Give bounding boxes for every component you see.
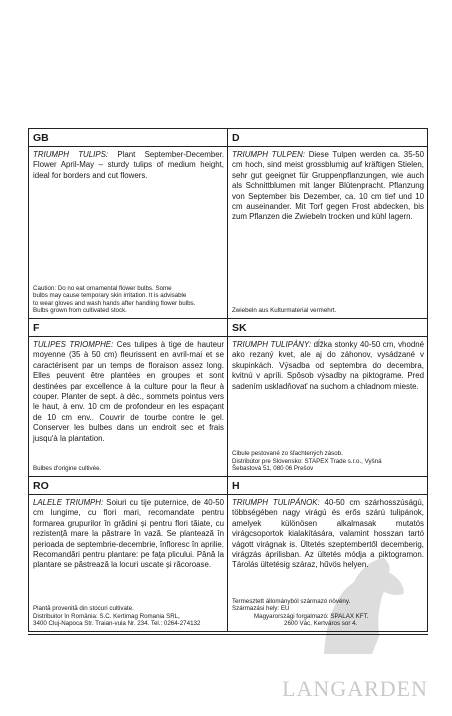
text-h: 40-50 cm szárhosszúságú, többségében nagy virágú és erős szárú tulipánok, amelyek különösen alkalmasak mutatós virágcsoportok kialakítására, valamint hosszan tartó vágott virágnak is. Ültetés szeptembertől decemberig, virágzás áprilisban. Az ültetés módja a piktogramon. Tárolás ültetésig száraz, hűvös helyen.: [232, 498, 424, 570]
section-code-h: H: [228, 480, 427, 495]
text-sk: dĺžka stonky 40-50 cm, vhodné ako rezaný kvet, ale aj do záhonov, vysádzané v skupinkách. Výsadba od septembra do decembra, kvitnú v apríli. Spôsob výsadby na piktograme. Pred sadením uskladňovať na suchom a chladnom mieste.: [232, 340, 425, 391]
lead-ro: LALELE TRIUMPH:: [33, 498, 104, 507]
note-line: Bulbes d'origine cultivée.: [33, 465, 102, 473]
notes-ro: [33, 605, 223, 628]
lead-sk: TRIUMPH TULIPÁNY:: [232, 340, 312, 349]
section-code-ro: RO: [29, 480, 227, 495]
note-line: Distribuitor în România: S.C. Kertimag Romania SRL,: [33, 612, 180, 620]
note-line: Bulbs grown from cultivated stock.: [33, 307, 127, 315]
lead-h: TRIUMPH TULIPÁNOK:: [232, 498, 320, 507]
note-line: to wear gloves and wash hands after handling flower bulbs.: [33, 299, 196, 307]
langarden-logo: LANGARDEN: [282, 676, 428, 701]
section-code-gb: GB: [29, 132, 227, 147]
section-code-d: D: [228, 132, 427, 147]
note-line: 3400 Cluj-Napoca Str. Traian-vuia Nr. 234. Tel.: 0264-274132: [33, 620, 201, 628]
section-code-f: F: [29, 322, 227, 337]
section-ro: [29, 477, 228, 631]
section-body-sk: [232, 340, 424, 392]
lead-d: TRIUMPH TULPEN:: [232, 150, 305, 159]
notes-sk: [232, 450, 423, 473]
note-line: Zwiebeln aus Kulturmaterial vermehrt.: [232, 307, 337, 315]
section-d: [228, 129, 427, 319]
horse-watermark-icon: [300, 546, 420, 666]
section-gb: [29, 129, 228, 319]
lead-gb: TRIUMPH TULIPS:: [33, 150, 109, 159]
section-body-d: [232, 150, 424, 223]
note-line: bulbs may cause temporary skin irritation. It is advisable: [33, 292, 187, 300]
text-f: Ces tulipes à tige de hauteur moyenne (35 à 50 cm) fleurissent en avril-mai et se caractérisent par un temps de floraison assez long. Elles peuvent être plantées en groupes et sont destinées par excellence à la culture pour la fleur à couper. Planter de sept. à déc., sommets pointus vers le haut, à env. 10 cm de profondeur en les espaçant de 10 cm env.. Couvrir de tourbe contre le gel. Conserver les bulbes dans un endroit sec et frais jusqu'à la plantation.: [33, 340, 224, 443]
lead-f: TULIPES TRIOMPHE:: [33, 340, 114, 349]
section-body-ro: [33, 498, 224, 571]
note-line: Származási hely: EU: [232, 605, 290, 613]
section-body-f: [33, 340, 224, 444]
section-code-sk: SK: [228, 322, 427, 337]
text-d: Diese Tulpen werden ca. 35-50 cm hoch, sind meist grossblumig auf kräftigen Stielen, sehr gut geeignet für Gruppenpflanzungen, wie auch als Schnittblumen mit langer Blütenpracht. Pflanzung von September bis Dezember, ca. 10 cm tief und 10 cm auseinander. Mit Torf gegen Frost abdecken, bis zum Pflanzen die Zwiebeln trocken und kühl lagern.: [232, 150, 424, 222]
section-f: [29, 319, 228, 477]
notes-gb: [33, 285, 223, 315]
footer-rule: [28, 634, 428, 635]
note-line: Caution: Do no eat ornamental flower bulbs. Some: [33, 284, 172, 292]
text-ro: Soiuri cu tije puternice, de 40-50 cm lungime, cu flori mari, recomandate pentru formarea grupurilor în grădini și pentru flori tăiate, cu rezistență mare la păstrare în vază. Se plantează în perioada de septembrie-decembrie, înfloresc în aprilie. Recomandări pentru plantare: pe fața plicului. Până la plantare se păstrează la locuri uscate și răcoroase.: [33, 498, 224, 570]
note-line: Plantă provenită din stocuri cultivate.: [33, 605, 134, 613]
section-body-gb: [33, 150, 224, 181]
text-gb: Plant September-December. Flower April-May – sturdy tulips of medium height, ideal for borders and cut flowers.: [33, 150, 225, 180]
notes-f: [33, 465, 223, 473]
notes-d: [232, 307, 423, 315]
note-line: 2600 Vác, Kertváros sor 4.: [284, 620, 358, 628]
note-line: Šebastová 51, 080 06 Prešov: [232, 465, 314, 473]
note-line: Termesztett állományból származó növény.: [232, 597, 351, 605]
note-line: Cibule pestované zo šľachtených zásob.: [232, 450, 343, 458]
section-sk: [228, 319, 427, 477]
note-line: Magyarországi forgalmazó: SPALAX KFT.: [254, 612, 369, 620]
note-line: Distribútor pre Slovensko: STAPEX Trade s.r.o., Vyšná: [232, 457, 382, 465]
